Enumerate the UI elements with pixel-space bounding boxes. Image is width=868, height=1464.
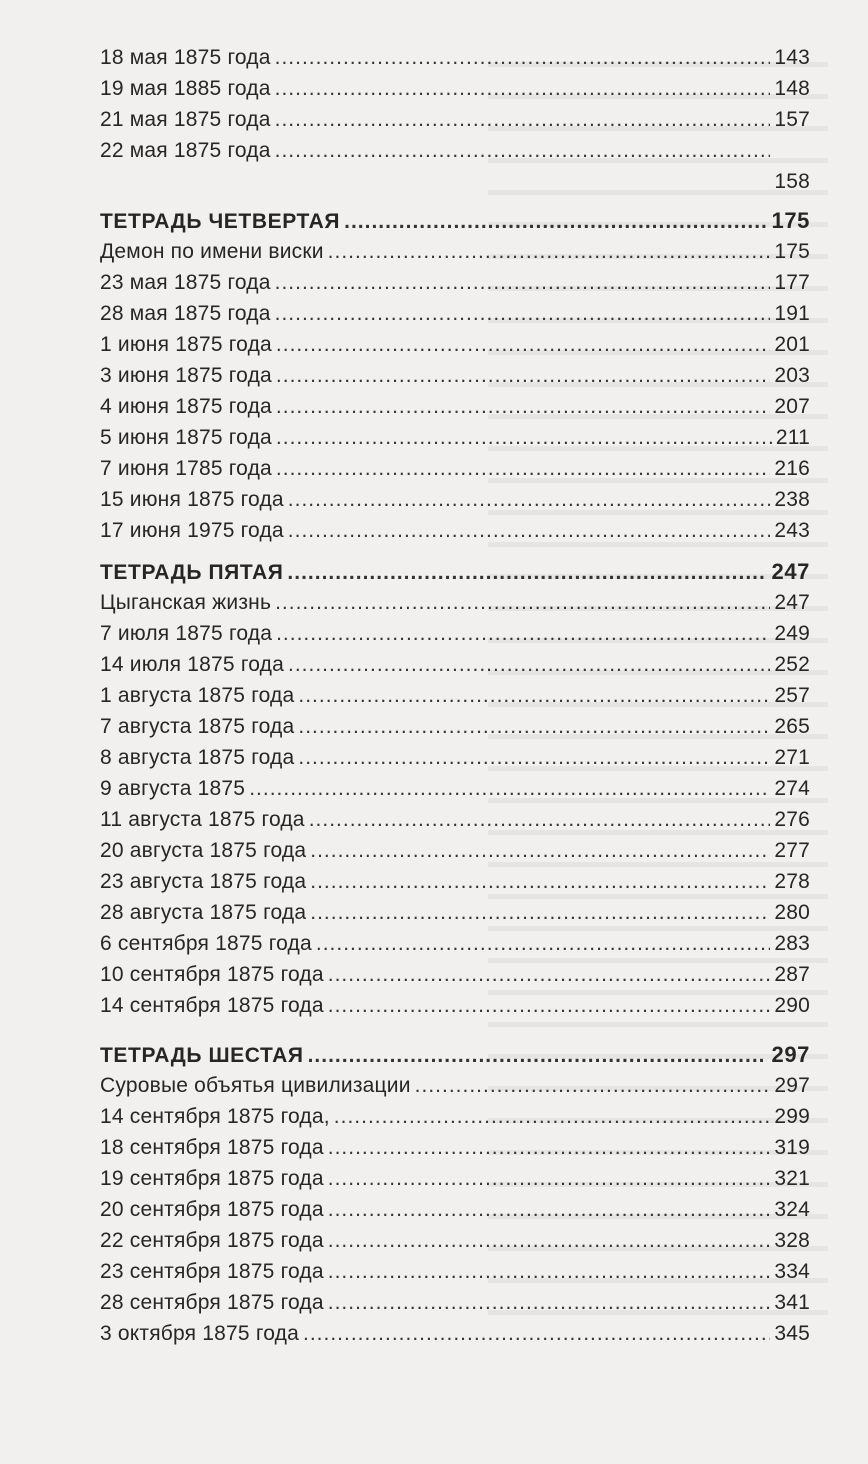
entry-title: 14 сентября 1875 года [100, 994, 324, 1017]
entry-page: 252 [774, 653, 810, 676]
toc-entry [100, 298, 810, 329]
entry-title: 22 мая 1875 года [100, 139, 271, 162]
entry-page: 297 [774, 1074, 810, 1097]
toc-entry [100, 1163, 810, 1194]
leader-dots [298, 742, 770, 773]
entry-page: 278 [774, 870, 810, 893]
entry-page: 257 [774, 684, 810, 707]
toc-entry [100, 649, 810, 680]
entry-title: 10 сентября 1875 года [100, 963, 324, 986]
entry-title: 22 сентября 1875 года [100, 1229, 324, 1252]
toc-entry [100, 835, 810, 866]
entry-title: 14 июля 1875 года [100, 653, 284, 676]
toc-entry [100, 959, 810, 990]
entry-page: 157 [774, 108, 810, 131]
entry-page: 177 [774, 271, 810, 294]
entry-page: 345 [774, 1322, 810, 1345]
toc-entry [100, 773, 810, 804]
entry-title: 1 июня 1875 года [100, 333, 272, 356]
entry-title: 3 октября 1875 года [100, 1322, 299, 1345]
leader-dots [415, 1070, 771, 1101]
leader-dots [275, 298, 771, 329]
leader-dots [276, 453, 770, 484]
toc-entry [100, 1101, 810, 1132]
leader-dots [276, 391, 770, 422]
table-of-contents [100, 42, 810, 1349]
entry-page: 290 [774, 994, 810, 1017]
leader-dots [276, 422, 772, 453]
toc-entry [100, 267, 810, 298]
leader-dots [276, 329, 770, 360]
entry-page: 265 [774, 715, 810, 738]
toc-entry [100, 515, 810, 546]
toc-entry [100, 1194, 810, 1225]
section-page: 175 [771, 208, 810, 233]
leader-dots [303, 1318, 770, 1349]
leader-dots [328, 236, 771, 267]
entry-page: 243 [774, 519, 810, 542]
entry-title: 14 сентября 1875 года, [100, 1105, 330, 1128]
section-title: ТЕТРАДЬ ЧЕТВЕРТАЯ [100, 210, 341, 233]
entry-page: 341 [774, 1291, 810, 1314]
entry-page: 249 [774, 622, 810, 645]
entry-title: 28 августа 1875 года [100, 901, 307, 924]
toc-entry [100, 42, 810, 73]
leader-dots [309, 804, 771, 835]
entry-page: 328 [774, 1229, 810, 1252]
leader-dots [288, 515, 771, 546]
entry-page: 203 [774, 364, 810, 387]
leader-dots [328, 1132, 771, 1163]
entry-title: 7 августа 1875 года [100, 715, 295, 738]
entry-title: Суровые объятья цивилизации [100, 1074, 411, 1097]
toc-entry [100, 391, 810, 422]
toc-entry [100, 742, 810, 773]
leader-dots [276, 360, 770, 391]
entry-title: 1 августа 1875 года [100, 684, 295, 707]
section-title: ТЕТРАДЬ ШЕСТАЯ [100, 1044, 304, 1067]
leader-dots [249, 773, 770, 804]
toc-entry [100, 484, 810, 515]
entry-page: 321 [774, 1167, 810, 1190]
entry-page: 158 [774, 170, 810, 193]
entry-title: 8 августа 1875 года [100, 746, 295, 769]
section-title: ТЕТРАДЬ ПЯТАЯ [100, 561, 284, 584]
section-heading [100, 1039, 810, 1070]
leader-dots [328, 1256, 771, 1287]
entry-title: 23 мая 1875 года [100, 271, 271, 294]
toc-entry [100, 104, 810, 135]
entry-page: 207 [774, 395, 810, 418]
toc-entry [100, 897, 810, 928]
leader-dots [275, 267, 771, 298]
section-heading [100, 556, 810, 587]
leader-dots [328, 1194, 771, 1225]
entry-page: 271 [774, 746, 810, 769]
entry-title: 17 июня 1975 года [100, 519, 284, 542]
entry-title: 9 августа 1875 [100, 777, 246, 800]
toc-entry [100, 135, 810, 197]
leader-dots [344, 206, 767, 237]
section-page: 247 [771, 559, 810, 584]
entry-page: 191 [774, 302, 810, 325]
leader-dots [288, 484, 771, 515]
toc-entry [100, 329, 810, 360]
entry-title: 11 августа 1875 года [100, 808, 305, 831]
leader-dots [328, 959, 771, 990]
leader-dots [287, 557, 767, 588]
leader-dots [328, 1287, 771, 1318]
toc-entry [100, 1132, 810, 1163]
entry-page: 143 [774, 46, 810, 69]
entry-title: 5 июня 1875 года [100, 426, 272, 449]
entry-page: 274 [774, 777, 810, 800]
leader-dots [276, 618, 770, 649]
entry-title: 21 мая 1875 года [100, 108, 271, 131]
leader-dots [316, 928, 771, 959]
entry-title: 19 сентября 1875 года [100, 1167, 324, 1190]
leader-dots [275, 42, 771, 73]
toc-entry [100, 1287, 810, 1318]
entry-title: 23 августа 1875 года [100, 870, 307, 893]
entry-page: 324 [774, 1198, 810, 1221]
entry-page: 238 [774, 488, 810, 511]
entry-title: 23 сентября 1875 года [100, 1260, 324, 1283]
entry-title: Цыганская жизнь [100, 591, 272, 614]
entry-title: 6 сентября 1875 года [100, 932, 312, 955]
entry-title: 18 мая 1875 года [100, 46, 271, 69]
leader-dots [334, 1101, 771, 1132]
toc-entry [100, 711, 810, 742]
toc-entry [100, 618, 810, 649]
entry-page: 276 [774, 808, 810, 831]
toc-entry [100, 73, 810, 104]
leader-dots [308, 1040, 768, 1071]
leader-dots [275, 587, 770, 618]
entry-title: 28 сентября 1875 года [100, 1291, 324, 1314]
entry-title: 20 августа 1875 года [100, 839, 307, 862]
toc-entry [100, 1070, 810, 1101]
toc-entry [100, 804, 810, 835]
entry-page: 334 [774, 1260, 810, 1283]
toc-entry [100, 236, 810, 267]
entry-title: 18 сентября 1875 года [100, 1136, 324, 1159]
entry-title: 4 июня 1875 года [100, 395, 272, 418]
entry-page: 148 [774, 77, 810, 100]
toc-entry [100, 1318, 810, 1349]
leader-dots [275, 135, 771, 166]
entry-page: 299 [774, 1105, 810, 1128]
entry-title: 15 июня 1875 года [100, 488, 284, 511]
entry-page: 280 [774, 901, 810, 924]
leader-dots [275, 104, 771, 135]
toc-entry [100, 360, 810, 391]
toc-entry [100, 1256, 810, 1287]
leader-dots [328, 1163, 771, 1194]
leader-dots [310, 835, 770, 866]
leader-dots [328, 1225, 771, 1256]
toc-entry [100, 453, 810, 484]
entry-title: 7 июля 1875 года [100, 622, 273, 645]
leader-dots [298, 680, 770, 711]
toc-entry [100, 422, 810, 453]
toc-entry [100, 1225, 810, 1256]
entry-page: 216 [774, 457, 810, 480]
entry-title: 3 июня 1875 года [100, 364, 272, 387]
entry-page: 175 [774, 240, 810, 263]
toc-entry [100, 928, 810, 959]
entry-title: 28 мая 1875 года [100, 302, 271, 325]
section-heading [100, 205, 810, 236]
entry-page: 287 [774, 963, 810, 986]
toc-entry [100, 587, 810, 618]
leader-dots [310, 897, 770, 928]
toc-entry [100, 680, 810, 711]
toc-entry [100, 990, 810, 1021]
entry-page: 283 [774, 932, 810, 955]
leader-dots [298, 711, 770, 742]
entry-title: 7 июня 1785 года [100, 457, 272, 480]
entry-title: 19 мая 1885 года [100, 77, 271, 100]
leader-dots [275, 73, 771, 104]
entry-title: Демон по имени виски [100, 240, 324, 263]
entry-page: 247 [774, 591, 810, 614]
section-page: 297 [771, 1042, 810, 1067]
toc-entry [100, 866, 810, 897]
entry-page: 201 [774, 333, 810, 356]
entry-page: 319 [774, 1136, 810, 1159]
leader-dots [310, 866, 770, 897]
leader-dots [288, 649, 770, 680]
leader-dots [328, 990, 771, 1021]
entry-page: 277 [774, 839, 810, 862]
entry-title: 20 сентября 1875 года [100, 1198, 324, 1221]
entry-page: 211 [775, 426, 810, 449]
